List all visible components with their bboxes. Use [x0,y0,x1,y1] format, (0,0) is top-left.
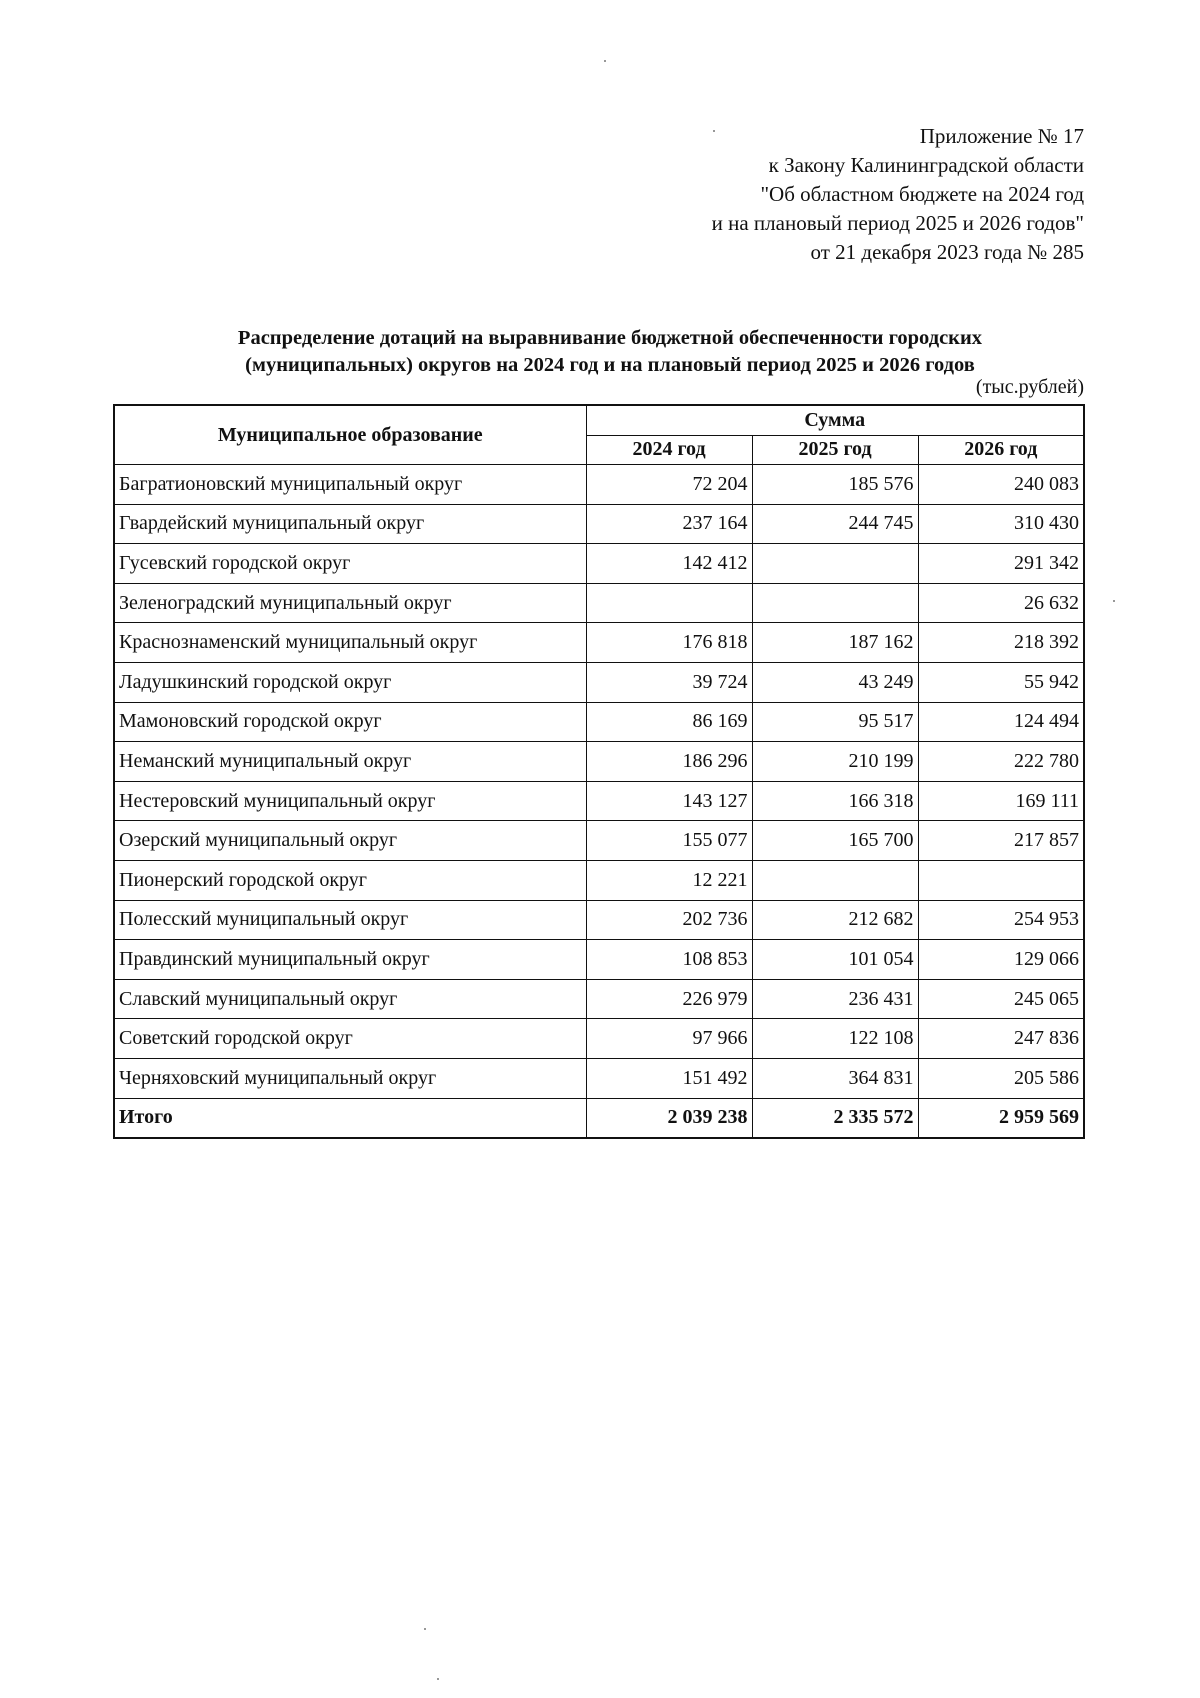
document-title [150,325,1070,379]
municipality-name: Краснознаменский муниципальный округ [114,623,586,663]
amount-2024: 237 164 [586,504,752,544]
amount-2024: 151 492 [586,1058,752,1098]
amount-2026: 169 111 [918,781,1084,821]
amount-2025: 101 054 [752,940,918,980]
amount-2024: 186 296 [586,742,752,782]
amount-2026: 124 494 [918,702,1084,742]
total-2025: 2 335 572 [752,1098,918,1138]
table-row [114,1019,1084,1059]
amount-2026: 26 632 [918,583,1084,623]
municipality-name: Пионерский городской округ [114,860,586,900]
table-row [114,465,1084,505]
amount-2024: 176 818 [586,623,752,663]
amount-2026: 222 780 [918,742,1084,782]
amount-2024: 72 204 [586,465,752,505]
municipality-name: Славский муниципальный округ [114,979,586,1019]
amount-2025: 212 682 [752,900,918,940]
amount-2024: 12 221 [586,860,752,900]
amount-2026: 310 430 [918,504,1084,544]
column-header-year: 2025 год [752,435,918,465]
amount-2025: 95 517 [752,702,918,742]
amount-2025: 364 831 [752,1058,918,1098]
amount-2025: 43 249 [752,662,918,702]
municipality-name: Багратионовский муниципальный округ [114,465,586,505]
municipality-name: Гвардейский муниципальный округ [114,504,586,544]
municipality-name: Озерский муниципальный округ [114,821,586,861]
table-row [114,742,1084,782]
amount-2024 [586,583,752,623]
amount-2026: 218 392 [918,623,1084,663]
amount-2026: 245 065 [918,979,1084,1019]
subsidy-table [113,404,1085,1139]
column-header-year: 2024 год [586,435,752,465]
table-row [114,979,1084,1019]
table-row [114,821,1084,861]
municipality-name: Правдинский муниципальный округ [114,940,586,980]
municipality-name: Черняховский муниципальный округ [114,1058,586,1098]
amount-2024: 202 736 [586,900,752,940]
amount-2026: 254 953 [918,900,1084,940]
table-row [114,583,1084,623]
municipality-name: Полесский муниципальный округ [114,900,586,940]
municipality-name: Зеленоградский муниципальный округ [114,583,586,623]
amount-2025: 187 162 [752,623,918,663]
column-header-sum: Сумма [586,405,1084,435]
municipality-name: Советский городской округ [114,1019,586,1059]
appendix-line: Приложение № 17 [919,124,1084,148]
municipality-name: Неманский муниципальный округ [114,742,586,782]
table-row [114,662,1084,702]
table-row [114,1058,1084,1098]
amount-2025 [752,860,918,900]
units-label: (тыс.рублей) [975,376,1084,398]
amount-2026: 240 083 [918,465,1084,505]
scan-speck [1113,600,1115,602]
scan-speck [437,1678,439,1680]
total-row [114,1098,1084,1138]
appendix-header [712,122,1084,267]
amount-2026: 55 942 [918,662,1084,702]
amount-2025: 210 199 [752,742,918,782]
total-label: Итого [114,1098,586,1138]
amount-2024: 39 724 [586,662,752,702]
amount-2025: 236 431 [752,979,918,1019]
scan-speck [604,60,606,62]
amount-2026: 205 586 [918,1058,1084,1098]
table-row [114,900,1084,940]
title-line: Распределение дотаций на выравнивание бюджетной обеспеченности городских [237,327,983,349]
table-row [114,544,1084,584]
municipality-name: Гусевский городской округ [114,544,586,584]
amount-2026: 291 342 [918,544,1084,584]
amount-2026 [918,860,1084,900]
amount-2025: 122 108 [752,1019,918,1059]
amount-2025: 244 745 [752,504,918,544]
amount-2026: 247 836 [918,1019,1084,1059]
appendix-line: "Об областном бюджете на 2024 год [760,182,1084,206]
amount-2024: 155 077 [586,821,752,861]
appendix-line: к Закону Калининградской области [768,153,1084,177]
table-row [114,781,1084,821]
table-row [114,860,1084,900]
amount-2024: 226 979 [586,979,752,1019]
amount-2024: 142 412 [586,544,752,584]
column-header-municipality: Муниципальное образование [114,405,586,465]
amount-2024: 108 853 [586,940,752,980]
total-2026: 2 959 569 [918,1098,1084,1138]
table-row [114,504,1084,544]
title-line: (муниципальных) округов на 2024 год и на плановый период 2025 и 2026 годов [245,354,975,376]
table-row [114,940,1084,980]
municipality-name: Мамоновский городской округ [114,702,586,742]
municipality-name: Ладушкинский городской округ [114,662,586,702]
appendix-line: от 21 декабря 2023 года № 285 [810,240,1084,264]
amount-2025 [752,544,918,584]
amount-2026: 129 066 [918,940,1084,980]
amount-2024: 97 966 [586,1019,752,1059]
municipality-name: Нестеровский муниципальный округ [114,781,586,821]
amount-2024: 143 127 [586,781,752,821]
column-header-year: 2026 год [918,435,1084,465]
appendix-line: и на плановый период 2025 и 2026 годов" [711,211,1084,235]
total-2024: 2 039 238 [586,1098,752,1138]
table-row [114,623,1084,663]
table-row [114,702,1084,742]
amount-2025: 166 318 [752,781,918,821]
amount-2024: 86 169 [586,702,752,742]
amount-2025 [752,583,918,623]
amount-2026: 217 857 [918,821,1084,861]
amount-2025: 185 576 [752,465,918,505]
amount-2025: 165 700 [752,821,918,861]
scan-speck [424,1628,426,1630]
